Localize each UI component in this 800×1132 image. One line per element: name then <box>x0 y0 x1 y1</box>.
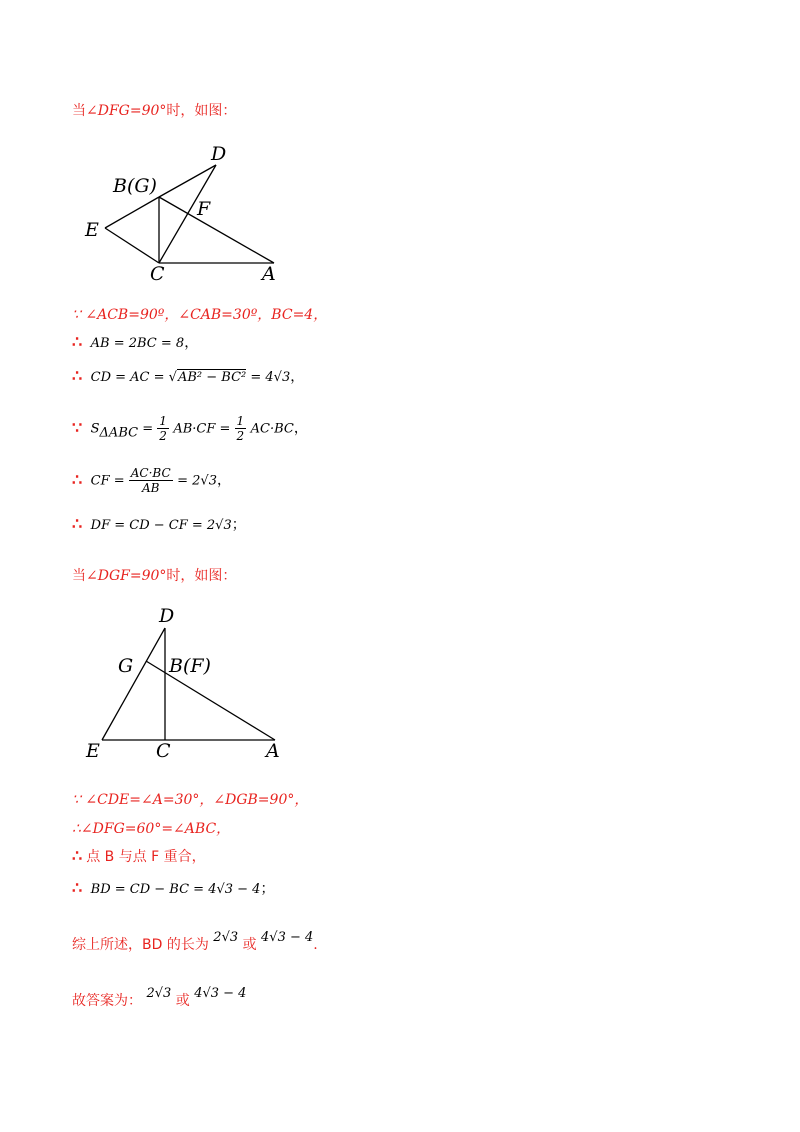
equation-6-text: BD = CD − BC = 4√3 − 4 <box>90 882 261 897</box>
therefore-symbol: ∴ <box>72 514 83 533</box>
case1-suffix: 时，如图： <box>166 103 237 119</box>
equation-5 <box>72 514 246 534</box>
equation-1-text: AB = 2BC = 8 <box>90 336 185 351</box>
figure-1 <box>80 140 300 290</box>
fig1-segment-BA <box>159 197 274 263</box>
case2-heading <box>72 565 236 585</box>
equation-5-text: DF = CD − CF = 2√3 <box>90 518 232 533</box>
fig1-label-BG: B(G) <box>113 175 157 197</box>
answer-value-1: 2√3 <box>146 986 172 1001</box>
summary-line <box>72 930 318 954</box>
equation-2-tail: ， <box>290 369 305 385</box>
answer-value-2: 4√3 − 4 <box>194 986 247 1001</box>
therefore-symbol: ∴ <box>72 878 83 897</box>
equation-5-tail: ； <box>231 517 246 533</box>
equation-1 <box>72 332 198 352</box>
fraction-num: AC·BC <box>130 466 171 480</box>
fig1-segment-EC <box>105 228 159 263</box>
fig1-label-A: A <box>262 263 276 285</box>
given-line-1 <box>72 304 327 324</box>
area-subscript: ΔABC <box>99 425 139 441</box>
therefore-symbol: ∴ <box>72 821 81 837</box>
summary-value-1: 2√3 <box>213 930 239 945</box>
fig2-label-A: A <box>266 740 280 762</box>
fraction-half-1 <box>157 414 169 443</box>
therefore-symbol: ∴ <box>72 469 83 489</box>
fig1-label-C: C <box>150 263 165 285</box>
case1-prefix: 当 <box>72 103 86 119</box>
given-text-2: ∠CDE=∠A=30°，∠DGB=90°， <box>85 792 309 808</box>
equation-4-rhs: = 2√3 <box>177 473 217 489</box>
equation-3-end: AC·BC <box>250 421 294 437</box>
area-symbol: S <box>90 421 100 437</box>
fig1-segment-BD <box>159 165 216 197</box>
therefore-symbol: ∴ <box>72 366 83 385</box>
derived-text-1: ∠DFG=60°=∠ABC， <box>80 821 231 837</box>
equation-4-tail: ， <box>216 472 231 489</box>
fig1-segment-EB <box>105 197 159 228</box>
derived-line-1 <box>72 818 230 838</box>
fig2-label-E: E <box>86 740 100 762</box>
fig2-label-BF: B(F) <box>169 655 211 677</box>
fraction-den: 2 <box>159 429 167 443</box>
therefore-symbol: ∴ <box>72 846 83 865</box>
case1-angle: ∠DFG=90° <box>86 103 167 119</box>
summary-text: 综上所述，BD 的长为 <box>72 937 209 953</box>
derived-text-2: 点 B 与点 F 重合， <box>86 849 206 865</box>
equation-3-mid: AB·CF = <box>173 421 235 437</box>
fraction-cf <box>129 466 173 495</box>
fig2-label-D: D <box>159 605 175 627</box>
case2-angle: ∠DGF=90° <box>86 568 167 584</box>
given-text-1: ∠ACB=90º，∠CAB=30º，BC=4， <box>85 307 328 323</box>
fig1-label-D: D <box>211 143 227 165</box>
fig1-label-F: F <box>197 198 211 220</box>
answer-label: 故答案为： <box>72 993 142 1009</box>
fig2-label-C: C <box>156 740 171 762</box>
equation-2-radicand: AB² − BC² <box>177 370 247 385</box>
case1-heading <box>72 100 236 120</box>
because-symbol: ∵ <box>72 417 83 437</box>
equation-3-eq: = <box>138 421 158 437</box>
fraction-half-2 <box>235 414 247 443</box>
given-line-2 <box>72 789 308 809</box>
answer-line <box>72 986 247 1010</box>
fraction-num: 1 <box>236 414 245 428</box>
equation-6 <box>72 878 274 898</box>
fraction-num: 1 <box>159 414 167 428</box>
derived-line-2 <box>72 846 206 866</box>
summary-value-2: 4√3 − 4 <box>261 930 314 945</box>
fraction-den: 2 <box>236 429 245 443</box>
figure-2 <box>80 600 300 765</box>
because-symbol: ∵ <box>72 792 81 808</box>
equation-2: ∴ CD = AC = √AB² − BC² = 4√3， <box>72 366 305 385</box>
answer-or: 或 <box>175 993 190 1009</box>
equation-2-rhs: = 4√3 <box>246 370 291 385</box>
equation-3-tail: ， <box>293 420 308 437</box>
equation-2-lhs: CD = AC = <box>90 370 169 385</box>
case2-suffix: 时，如图： <box>166 568 237 584</box>
equation-3 <box>72 414 308 443</box>
fraction-den: AB <box>141 481 160 495</box>
case2-prefix: 当 <box>72 568 86 584</box>
because-symbol: ∵ <box>72 307 81 323</box>
fig1-label-E: E <box>85 219 99 241</box>
equation-6-tail: ； <box>260 881 275 897</box>
fig2-segment-ED <box>102 628 165 740</box>
fig2-label-G: G <box>118 655 134 677</box>
equation-4-lhs: CF = <box>90 473 129 489</box>
summary-end: . <box>313 937 318 953</box>
summary-or: 或 <box>242 937 257 953</box>
therefore-symbol: ∴ <box>72 332 83 351</box>
equation-1-tail: ， <box>184 335 199 351</box>
equation-4 <box>72 466 231 495</box>
